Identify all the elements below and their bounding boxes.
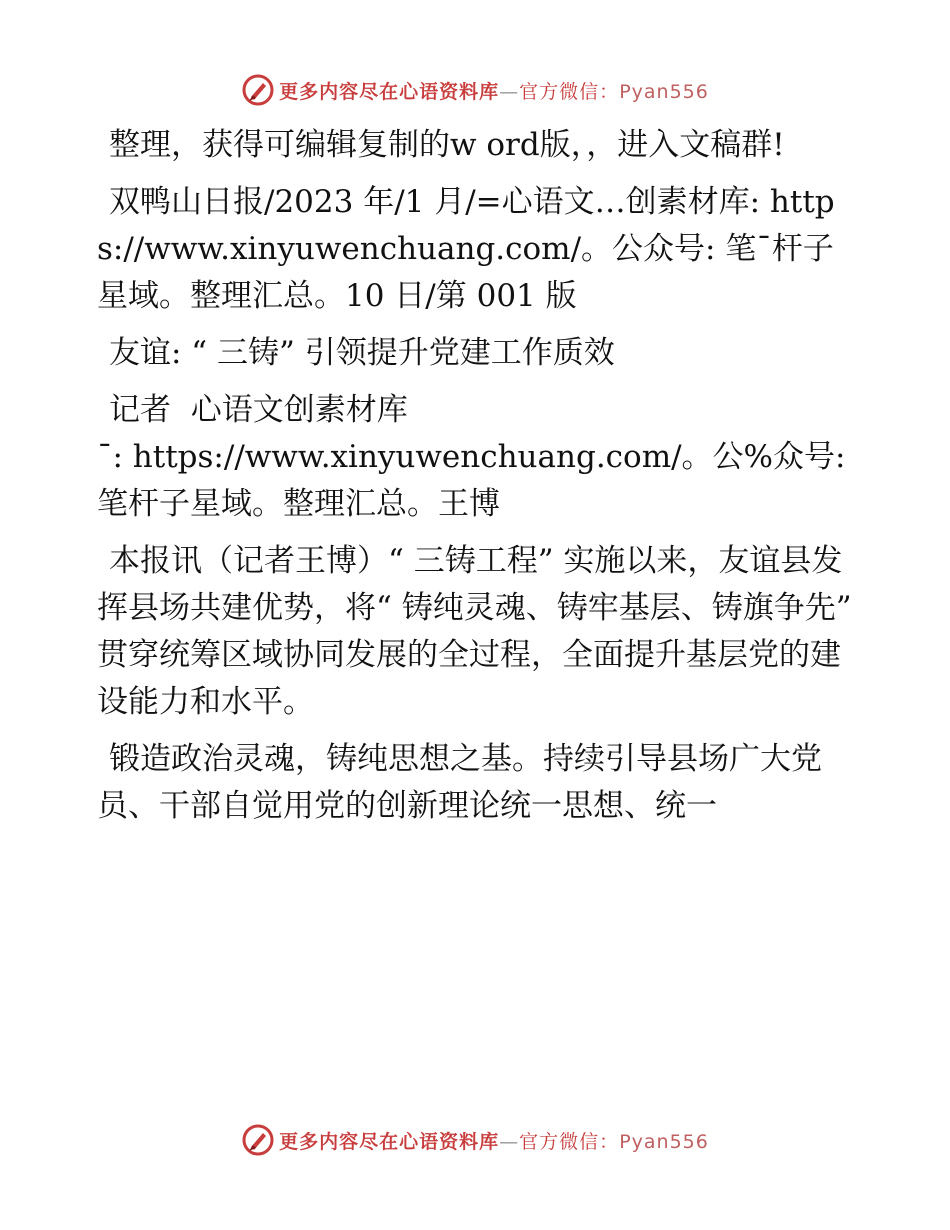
document-body: [97, 122, 862, 840]
header-watermark-banner: [0, 70, 950, 110]
footer-watermark-banner: [0, 1120, 950, 1160]
banner-wechat-id: Pyan556: [619, 80, 709, 103]
banner-wechat-id: Pyan556: [619, 1130, 709, 1153]
article-title: 友谊: “ 三铸” 引领提升党建工作质效: [109, 335, 615, 371]
paragraph-body: 锻造政治灵魂，铸纯思想之基。持续引导县场广大党员、干部自觉用党的创新理论统一思想、统一: [97, 741, 822, 824]
paragraph-reporter-source: ¯: https://www.xinyuwenchuang.com/。公%众号: 笔杆子星域。整理汇总。王博: [97, 439, 856, 522]
banner-text: [279, 1127, 709, 1154]
banner-text: [279, 77, 709, 104]
banner-main-text: 更多内容尽在心语资料库: [279, 1130, 500, 1153]
paragraph-reporter: 记者 心语文创素材库: [109, 392, 408, 428]
banner-label: 官方微信：: [519, 1130, 620, 1153]
paragraph-lead: 本报讯（记者王博）“ 三铸工程” 实施以来，友谊县发挥县场共建优势，将“ 铸纯灵魂、铸牢基层、铸旗争先” 贯穿统筹区域协同发展的全过程，全面提升基层党的建设能力和水平。: [97, 543, 862, 720]
pen-logo-icon: [241, 1123, 275, 1157]
paragraph-source: 双鸭山日报/2023 年/1 月/=心语文…创素材库: https://www.xinyuwenchuang.com/。公众号: 笔¯杆子星域。整理汇总。10 日/第 001 版: [97, 184, 835, 314]
banner-label: 官方微信：: [519, 80, 620, 103]
banner-separator: —: [499, 1130, 520, 1153]
pen-logo-icon: [241, 73, 275, 107]
banner-separator: —: [499, 80, 520, 103]
paragraph-intro: 整理，获得可编辑复制的w ord版，，进入文稿群!: [109, 127, 785, 163]
banner-main-text: 更多内容尽在心语资料库: [279, 80, 500, 103]
